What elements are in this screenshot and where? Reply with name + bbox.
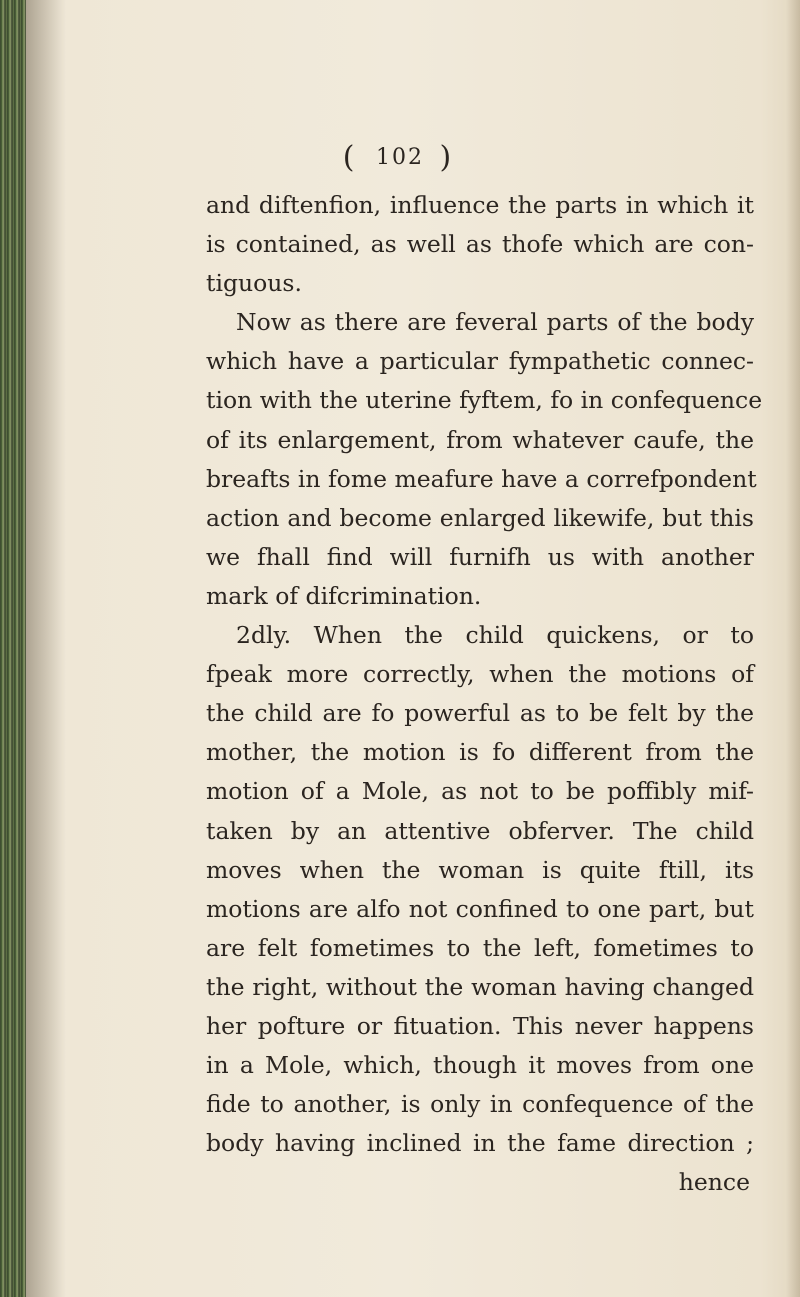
catchword: hence: [678, 1168, 750, 1197]
body-text: [206, 186, 763, 1202]
text-line: her pofture or fituation. This never happens: [206, 1011, 754, 1040]
page-header: [0, 140, 800, 175]
text-line: and diftenfion, influence the parts in which it: [206, 191, 754, 219]
header-open-paren: (: [342, 140, 361, 175]
text-line: tiguous.: [206, 269, 302, 298]
text-line: the right, without the woman having changed: [206, 972, 754, 1001]
text-line: mother, the motion is fo different from the: [206, 738, 754, 767]
page-edge: [786, 0, 800, 1297]
text-line: we fhall find will furnifh us with another: [206, 542, 754, 571]
text-line: action and become enlarged likewife, but this: [206, 503, 754, 532]
text-line: motion of a Mole, as not to be poffibly mif-: [206, 777, 754, 806]
text-line: in a Mole, which, though it moves from one: [206, 1051, 754, 1080]
book-binding-edge: [0, 0, 26, 1297]
text-line: the child are fo powerful as to be felt by the: [206, 699, 754, 728]
text-line: 2dly. When the child quickens, or to: [236, 621, 754, 650]
text-line: body having inclined in the fame direction ;: [206, 1129, 754, 1158]
text-line: are felt fometimes to the left, fometimes to: [206, 933, 754, 962]
text-line: moves when the woman is quite ftill, its: [206, 855, 754, 884]
gutter-shadow: [26, 0, 66, 1297]
text-line: breafts in fome meafure have a correfpondent: [206, 464, 757, 493]
text-line: is contained, as well as thofe which are con-: [206, 230, 754, 259]
text-line: tion with the uterine fyftem, fo in confequence: [206, 386, 763, 415]
text-line: motions are alfo not confined to one part, but: [206, 894, 754, 923]
header-close-paren: ): [439, 140, 458, 175]
page-number: 102: [376, 145, 424, 170]
text-line: Now as there are feveral parts of the body: [236, 308, 754, 337]
text-line: taken by an attentive obferver. The child: [206, 816, 754, 845]
text-line: of its enlargement, from whatever caufe, the: [206, 425, 754, 454]
text-line: mark of difcrimination.: [206, 581, 482, 610]
text-line: fpeak more correctly, when the motions of: [206, 660, 754, 689]
text-line: which have a particular fympathetic connec-: [206, 347, 754, 376]
text-line: fide to another, is only in confequence of the: [206, 1090, 754, 1119]
